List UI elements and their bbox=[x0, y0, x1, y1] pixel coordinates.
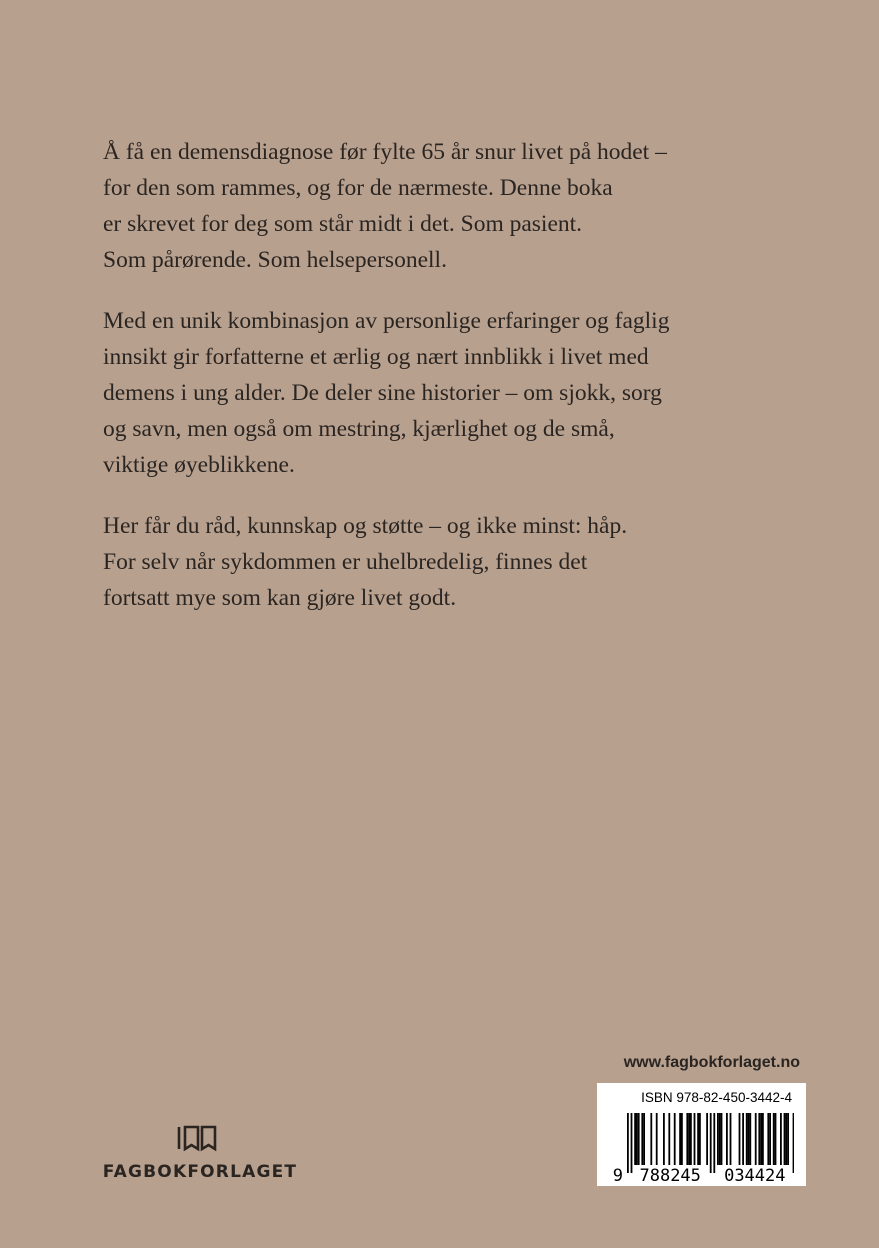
barcode-bar bbox=[713, 1113, 715, 1173]
publisher-logo bbox=[100, 1124, 300, 1194]
blurb-paragraph-2 bbox=[103, 303, 763, 483]
blurb-line: Her får du råd, kunnskap og støtte – og ikke minst: håp. bbox=[103, 513, 628, 539]
publisher-name: FAGBOKFORLAGET bbox=[102, 1162, 298, 1182]
barcode-bar bbox=[681, 1113, 683, 1165]
isbn-label: ISBN 978-82-450-3442-4 bbox=[641, 1090, 792, 1105]
barcode-graphic bbox=[609, 1113, 794, 1183]
barcode-bar bbox=[748, 1113, 750, 1165]
barcode-bar bbox=[775, 1113, 777, 1165]
barcode-bar bbox=[769, 1113, 771, 1165]
publisher-website[interactable]: www.fagbokforlaget.no bbox=[623, 1054, 800, 1071]
blurb-line: Med en unik kombinasjon av personlige erfaringer og faglig bbox=[103, 308, 670, 334]
barcode-bar bbox=[760, 1113, 762, 1165]
barcode-bar bbox=[663, 1113, 665, 1165]
isbn-barcode bbox=[597, 1083, 806, 1186]
blurb-line: viktige øyeblikkene. bbox=[103, 452, 295, 478]
barcode-bar bbox=[636, 1113, 638, 1165]
barcode-bar bbox=[749, 1113, 751, 1165]
barcode-bar bbox=[717, 1113, 719, 1165]
barcode-bar bbox=[699, 1113, 701, 1165]
barcode-digits: 9 bbox=[612, 1166, 623, 1183]
barcode-bar bbox=[641, 1113, 643, 1165]
barcode-bar bbox=[719, 1113, 721, 1165]
barcode-bar bbox=[742, 1113, 744, 1165]
blurb-line: innsikt gir forfatterne et ærlig og nært innblikk i livet med bbox=[103, 344, 649, 370]
barcode-bar bbox=[634, 1113, 636, 1165]
barcode-bar bbox=[656, 1113, 658, 1165]
blurb-line: for den som rammes, og for de nærmeste. Denne boka bbox=[103, 175, 613, 201]
barcode-bar bbox=[773, 1113, 775, 1165]
barcode-digits: 034424 bbox=[724, 1166, 786, 1183]
blurb bbox=[103, 134, 763, 616]
barcode-bar bbox=[679, 1113, 681, 1165]
barcode-bar bbox=[784, 1113, 786, 1165]
blurb-line: og savn, men også om mestring, kjærlighet og de små, bbox=[103, 416, 615, 442]
blurb-line: Å få en demensdiagnose før fylte 65 år snur livet på hodet – bbox=[103, 139, 667, 165]
book-icon bbox=[176, 1124, 224, 1152]
barcode-bar bbox=[674, 1113, 676, 1165]
blurb-paragraph-1 bbox=[103, 134, 763, 278]
barcode-bar bbox=[650, 1113, 652, 1165]
barcode-bar bbox=[762, 1113, 764, 1165]
barcode-bar bbox=[787, 1113, 789, 1165]
barcode-digits: 788245 bbox=[639, 1166, 701, 1183]
barcode-bar bbox=[688, 1113, 690, 1165]
barcode-bar bbox=[739, 1113, 741, 1165]
barcode-bar bbox=[638, 1113, 640, 1165]
barcode-bar bbox=[730, 1113, 732, 1165]
barcode-bar bbox=[780, 1113, 782, 1165]
barcode-bar bbox=[793, 1113, 794, 1173]
barcode-bar bbox=[721, 1113, 723, 1165]
blurb-line: demens i ung alder. De deler sine historier – om sjokk, sorg bbox=[103, 380, 662, 406]
barcode-bar bbox=[746, 1113, 748, 1165]
blurb-line: Som pårørende. Som helsepersonell. bbox=[103, 247, 447, 273]
barcode-bar bbox=[686, 1113, 688, 1165]
barcode-bar bbox=[690, 1113, 692, 1165]
barcode-bar bbox=[767, 1113, 769, 1165]
barcode-bar bbox=[694, 1113, 696, 1165]
barcode-bar bbox=[631, 1113, 633, 1173]
blurb-line: er skrevet for deg som står midt i det. Som pasient. bbox=[103, 211, 583, 237]
barcode-bar bbox=[726, 1113, 728, 1165]
blurb-line: fortsatt mye som kan gjøre livet godt. bbox=[103, 585, 457, 611]
barcode-bar bbox=[668, 1113, 670, 1165]
barcode-bar bbox=[627, 1113, 629, 1173]
barcode-bar bbox=[785, 1113, 787, 1165]
barcode-bar bbox=[758, 1113, 760, 1165]
barcode-bar bbox=[697, 1113, 699, 1165]
barcode-bar bbox=[706, 1113, 708, 1165]
barcode-bar bbox=[755, 1113, 757, 1165]
blurb-paragraph-3 bbox=[103, 508, 763, 616]
barcode-bar bbox=[710, 1113, 712, 1173]
barcode-bar bbox=[643, 1113, 645, 1165]
blurb-line: For selv når sykdommen er uhelbredelig, finnes det bbox=[103, 549, 588, 575]
